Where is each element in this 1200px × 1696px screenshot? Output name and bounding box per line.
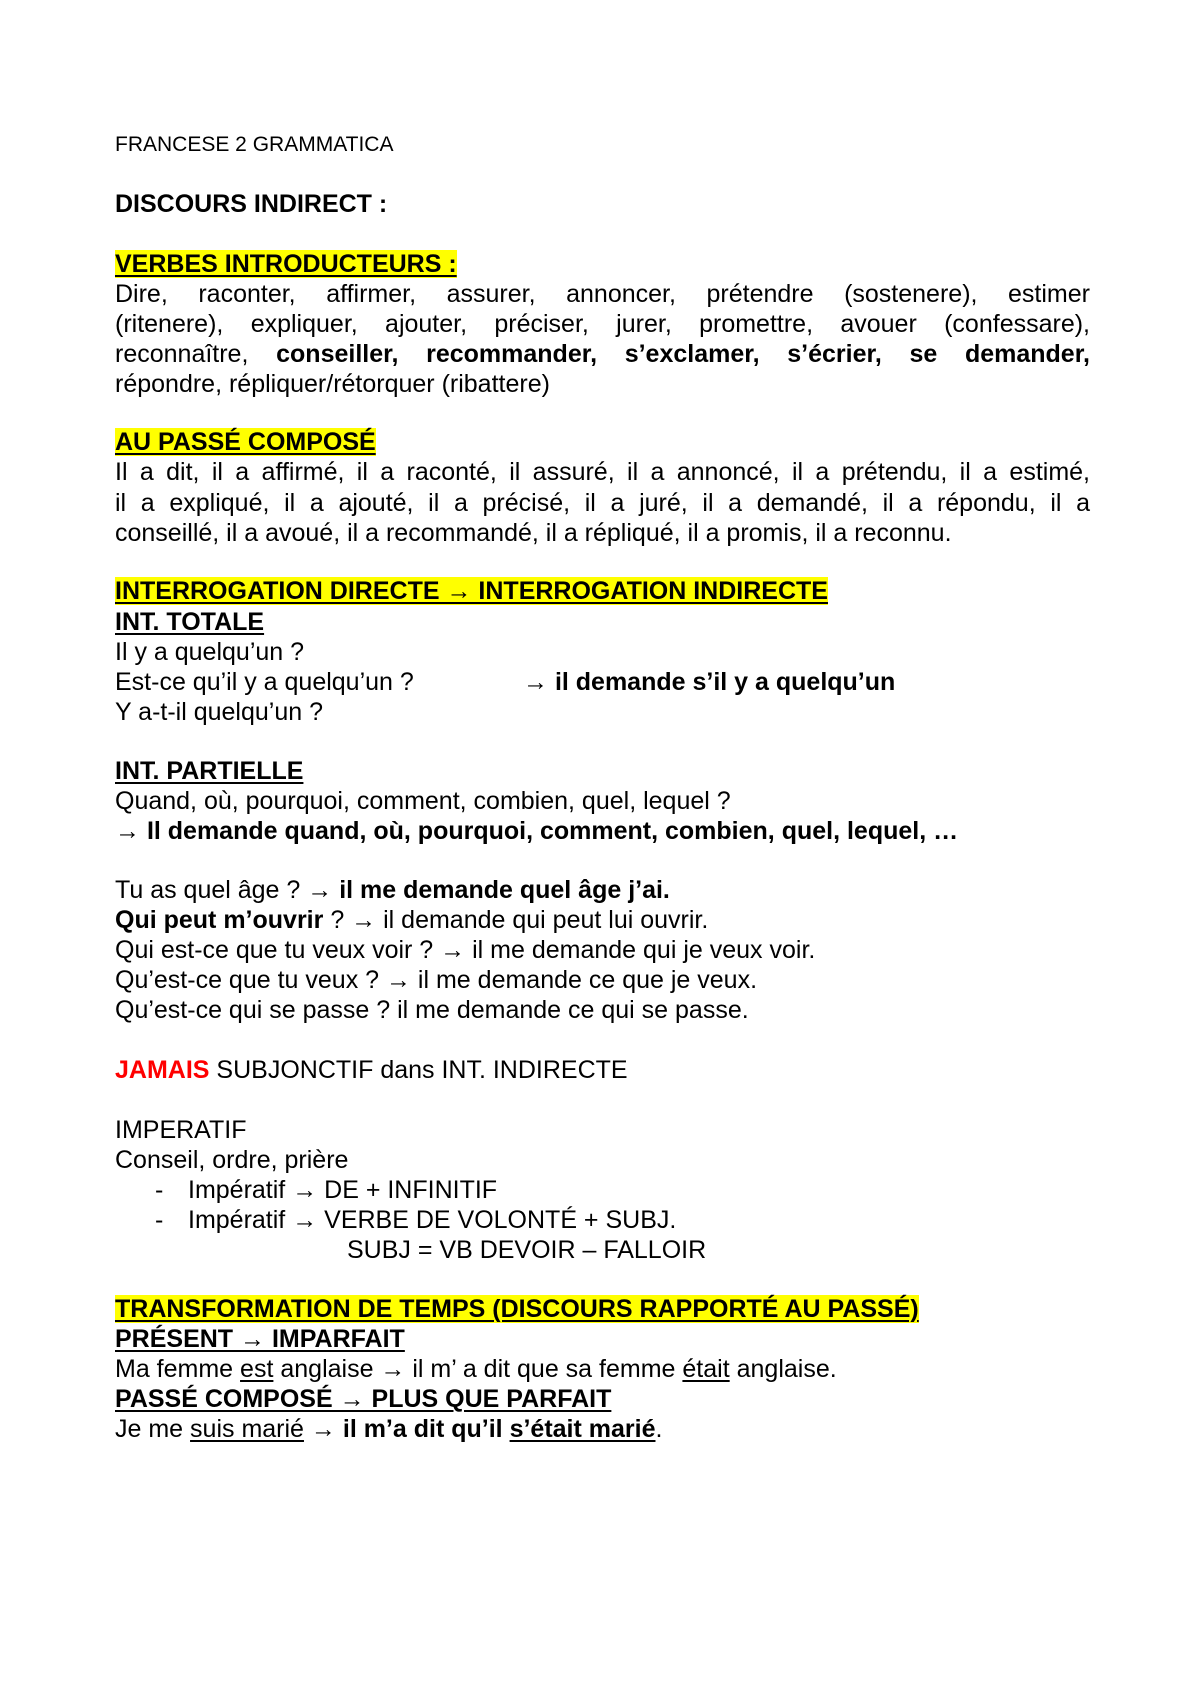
interrogation-heading-text: INTERROGATION DIRECTE → INTERROGATION INDIRECTE bbox=[115, 577, 828, 605]
imperatif-item-3: SUBJ = VB DEVOIR – FALLOIR bbox=[347, 1236, 707, 1264]
passe-compose-heading-text: AU PASSÉ COMPOSÉ bbox=[115, 428, 376, 456]
int-totale-line-3: Y a-t-il quelqu’un ? bbox=[115, 698, 324, 726]
imperatif-item-1: Impératif → DE + INFINITIF bbox=[188, 1176, 498, 1204]
t1-b: est bbox=[240, 1355, 274, 1383]
t2-c: → il m’a dit qu’il bbox=[310, 1415, 503, 1443]
interrogation-heading bbox=[115, 576, 828, 606]
bullet-dash-1: - bbox=[155, 1176, 164, 1204]
t2-d: s’était marié bbox=[509, 1415, 656, 1443]
transformation-heading bbox=[115, 1294, 919, 1324]
imperatif-item-2: Impératif → VERBE DE VOLONTÉ + SUBJ. bbox=[188, 1206, 677, 1234]
example-2b: ? → il demande qui peut lui ouvrir. bbox=[330, 906, 709, 934]
example-2a: Qui peut m’ouvrir bbox=[115, 906, 324, 934]
t1-a: Ma femme bbox=[115, 1355, 234, 1383]
int-totale-heading: INT. TOTALE bbox=[115, 608, 265, 636]
int-totale-result: → il demande s’il y a quelqu’un bbox=[523, 668, 896, 696]
verbes-heading bbox=[115, 249, 457, 279]
jamais-rest: SUBJONCTIF dans INT. INDIRECTE bbox=[216, 1056, 628, 1084]
verbes-line-3 bbox=[115, 339, 1090, 369]
example-line-2 bbox=[115, 905, 708, 935]
transformation-heading-text: TRANSFORMATION DE TEMPS (DISCOURS RAPPORTÉ AU PASSÉ) bbox=[115, 1295, 919, 1323]
int-totale-line-1: Il y a quelqu’un ? bbox=[115, 638, 305, 666]
verbes-heading-text: VERBES INTRODUCTEURS : bbox=[115, 250, 457, 278]
int-partielle-line-2: → Il demande quand, où, pourquoi, comment, combien, quel, lequel, … bbox=[115, 817, 959, 845]
example-line-5: Qu’est-ce qui se passe ? il me demande ce qui se passe. bbox=[115, 996, 749, 1024]
verbes-line-3b: conseiller, recommander, s’exclamer, s’écrier, se demander, bbox=[276, 340, 1091, 368]
t1-c: anglaise → il m’ a dit que sa femme bbox=[280, 1355, 676, 1383]
verbes-line-1: Dire, raconter, affirmer, assurer, annoncer, prétendre (sostenere), estimer bbox=[115, 280, 1090, 308]
jamais-red: JAMAIS bbox=[115, 1056, 210, 1084]
imperatif-heading: IMPERATIF bbox=[115, 1116, 247, 1144]
verbes-line-3a: reconnaître, bbox=[115, 340, 249, 368]
example-line-3: Qui est-ce que tu veux voir ? → il me demande qui je veux voir. bbox=[115, 936, 816, 964]
int-partielle-heading: INT. PARTIELLE bbox=[115, 757, 304, 785]
example-line-1 bbox=[115, 875, 670, 905]
transformation-sentence-1 bbox=[115, 1354, 837, 1384]
t2-a: Je me bbox=[115, 1415, 184, 1443]
transformation-sentence-2 bbox=[115, 1414, 662, 1444]
example-1b: il me demande quel âge j’ai. bbox=[339, 876, 670, 904]
passe-compose-line-2: il a expliqué, il a ajouté, il a précisé, il a juré, il a demandé, il a répondu, il a bbox=[115, 489, 1090, 517]
int-totale-line-2: Est-ce qu’il y a quelqu’un ? bbox=[115, 668, 414, 696]
verbes-line-4: répondre, répliquer/rétorquer (ribattere) bbox=[115, 370, 550, 398]
passe-compose-heading bbox=[115, 427, 376, 457]
bullet-dash-2: - bbox=[155, 1206, 164, 1234]
t1-e: anglaise. bbox=[736, 1355, 837, 1383]
passe-compose-line-1: Il a dit, il a affirmé, il a raconté, il assuré, il a annoncé, il a prétendu, il a estimé, bbox=[115, 458, 1090, 486]
passe-compose-line-3: conseillé, il a avoué, il a recommandé, il a répliqué, il a promis, il a reconnu. bbox=[115, 519, 952, 547]
example-line-4: Qu’est-ce que tu veux ? → il me demande ce que je veux. bbox=[115, 966, 758, 994]
t2-b: suis marié bbox=[190, 1415, 304, 1443]
verbes-line-2: (ritenere), expliquer, ajouter, préciser, jurer, promettre, avouer (confessare), bbox=[115, 310, 1090, 338]
t2-e: . bbox=[655, 1415, 663, 1443]
passe-plusqueparfait-heading: PASSÉ COMPOSÉ → PLUS QUE PARFAIT bbox=[115, 1385, 612, 1413]
section-title: DISCOURS INDIRECT : bbox=[115, 190, 388, 218]
present-imparfait-heading: PRÉSENT → IMPARFAIT bbox=[115, 1325, 405, 1353]
example-1a: Tu as quel âge ? → bbox=[115, 876, 333, 904]
document-title: FRANCESE 2 GRAMMATICA bbox=[115, 133, 394, 156]
int-partielle-line-1: Quand, où, pourquoi, comment, combien, quel, lequel ? bbox=[115, 787, 731, 815]
imperatif-sub: Conseil, ordre, prière bbox=[115, 1146, 349, 1174]
t1-d: était bbox=[682, 1355, 730, 1383]
jamais-line bbox=[115, 1055, 628, 1085]
